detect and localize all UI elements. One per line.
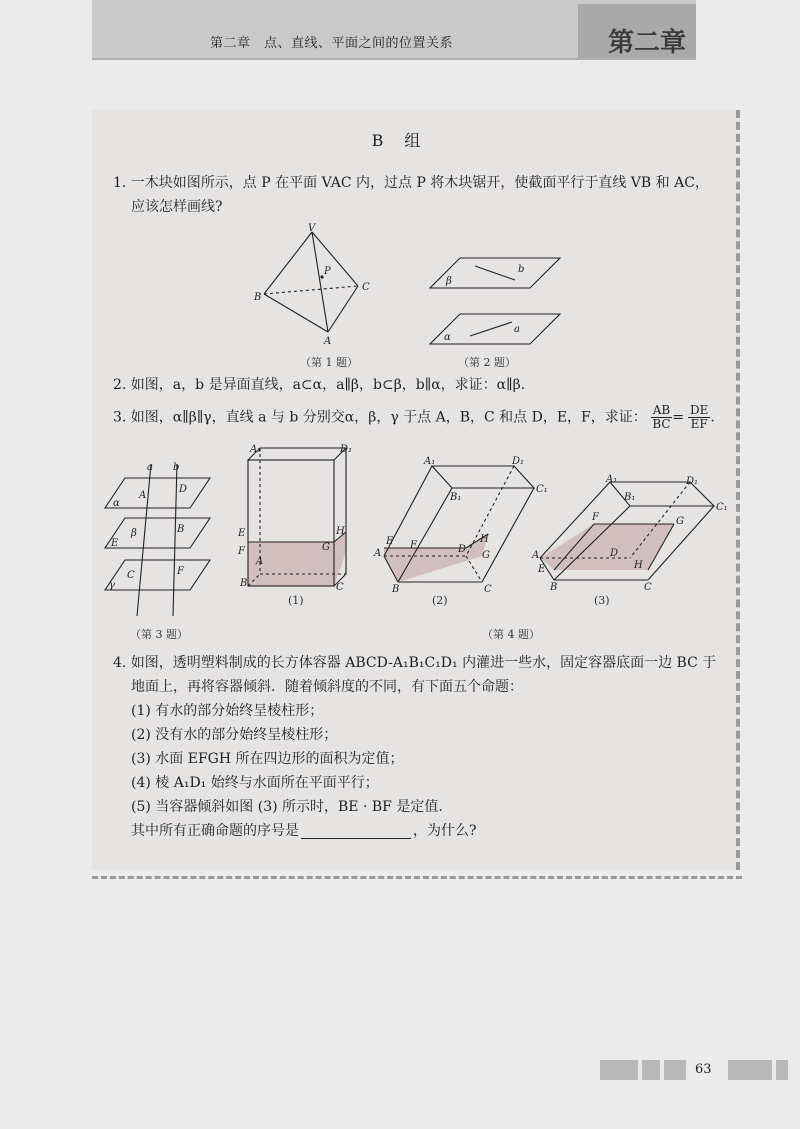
label-p3-2: A <box>139 490 147 501</box>
label-tetra-2: B <box>254 292 262 303</box>
running-title: 第二章 点、直线、平面之间的位置关系 <box>210 36 454 51</box>
problem-4-line-1: 4. 如图，透明塑料制成的长方体容器 ABCD-A₁B₁C₁D₁ 内灌进一些水，固定容器底面一边 BC 于 <box>113 655 717 671</box>
label-b2-4: E <box>386 536 394 547</box>
plane-gamma-3 <box>105 560 210 590</box>
label-p3-1: b <box>173 462 180 473</box>
question-prefix: 其中所有正确命题的序号是 <box>131 823 299 839</box>
edge-vb <box>264 232 312 294</box>
caption-sub-3: (3) <box>594 594 610 607</box>
edge-ba <box>264 294 328 332</box>
caption-fig-1: （第 1 题） <box>300 356 358 369</box>
problem-3-text: 3. 如图，α∥β∥γ，直线 a 与 b 分别交α，β，γ 于点 A，B，C 和点 D，E，F，求证： <box>113 409 647 426</box>
label-b1-5: G <box>322 542 330 553</box>
problem-4-line-2: 地面上，再将容器倾斜．随着倾斜度的不同，有下面五个命题： <box>131 679 523 695</box>
edge-ca <box>328 286 358 332</box>
page-number-bar-left <box>600 1060 686 1080</box>
label-p3-5: β <box>131 528 137 539</box>
caption-fig-3: （第 3 题） <box>130 628 188 641</box>
label-p3-3: D <box>179 484 188 495</box>
equals-sign: = <box>672 409 684 426</box>
label-b1-1: D₁ <box>340 444 353 455</box>
question-suffix: ，为什么? <box>413 823 477 839</box>
label-planes2-1: b <box>518 264 525 275</box>
problem-4-item-5: (5) 当容器倾斜如图 (3) 所示时，BE · BF 是定值. <box>131 799 443 815</box>
box2-top <box>432 466 534 488</box>
section-title: B 组 <box>371 131 429 150</box>
label-b1-2: E <box>238 528 246 539</box>
label-b2-7: D <box>458 544 467 555</box>
label-b3-9: H <box>634 560 643 571</box>
label-b3-3: C₁ <box>716 502 728 513</box>
fraction-right-num: DE <box>689 403 709 417</box>
label-tetra-1: P <box>324 266 331 277</box>
fraction-right-den: EF <box>690 417 708 431</box>
label-tetra-0: V <box>308 223 316 234</box>
label-b3-10: B <box>550 582 558 592</box>
label-b2-1: D₁ <box>512 456 525 467</box>
label-b2-0: A₁ <box>424 456 436 467</box>
line-b <box>475 266 515 280</box>
fraction-de-ef <box>688 404 710 431</box>
label-b2-8: H <box>480 534 489 545</box>
label-p3-4: α <box>113 498 120 509</box>
edge-bc-hidden <box>264 286 358 294</box>
figure-3-parallel-planes <box>95 456 220 621</box>
label-b1-4: F <box>238 546 245 557</box>
plane-beta-3 <box>105 518 210 548</box>
label-p3-0: a <box>147 462 153 473</box>
caption-fig-2: （第 2 题） <box>458 356 516 369</box>
label-b2-3: C₁ <box>536 484 548 495</box>
problem-4-question <box>131 820 477 842</box>
problem-4-item-3: (3) 水面 EFGH 所在四边形的面积为定值； <box>131 751 404 767</box>
label-b3-0: A₁ <box>606 474 618 485</box>
label-b3-2: B₁ <box>624 492 636 503</box>
caption-sub-2: (2) <box>432 594 448 607</box>
page-number: 63 <box>695 1062 712 1077</box>
problem-3-end: . <box>710 409 715 426</box>
box2-hidden-d1d <box>466 466 514 556</box>
label-b1-3: H <box>336 526 345 537</box>
label-b1-8: C <box>336 582 344 590</box>
label-b3-4: F <box>592 512 599 523</box>
label-b3-5: G <box>676 516 684 527</box>
label-b3-1: D₁ <box>686 476 699 487</box>
line-b-3 <box>173 462 180 616</box>
problem-1-line-2: 应该怎样画线? <box>131 199 223 215</box>
fraction-left-num: AB <box>652 403 671 417</box>
label-b2-11: C <box>484 584 492 592</box>
label-planes2-0: β <box>446 276 452 287</box>
chapter-label: 第二章 <box>608 28 687 58</box>
water-2 <box>384 534 488 582</box>
box2-edge-c1c <box>482 488 534 582</box>
box1-top <box>248 448 346 460</box>
label-b2-5: A <box>374 548 382 559</box>
label-tetra-3: C <box>362 282 370 293</box>
label-planes2-3: a <box>514 324 520 335</box>
edge-va <box>312 232 328 332</box>
problem-3 <box>113 404 715 431</box>
label-p3-10: γ <box>109 580 115 591</box>
label-p3-8: C <box>127 570 135 581</box>
answer-blank <box>301 824 411 839</box>
label-b1-7: B <box>240 578 248 589</box>
label-p3-9: F <box>177 566 184 577</box>
figure-2-planes <box>420 252 570 352</box>
label-b1-0: A₁ <box>250 444 262 455</box>
label-b1-6: A <box>256 556 264 567</box>
fraction-ab-bc <box>651 404 672 431</box>
problem-4-item-4: (4) 棱 A₁D₁ 始终与水面所在平面平行； <box>131 775 379 791</box>
figure-4-box-3 <box>530 472 730 592</box>
problem-4-item-1: (1) 有水的部分始终呈棱柱形； <box>131 703 324 719</box>
label-p3-7: E <box>111 538 119 549</box>
caption-sub-1: (1) <box>288 594 304 607</box>
problem-4-item-2: (2) 没有水的部分始终呈棱柱形； <box>131 727 338 743</box>
panel-bottom-rule <box>92 876 742 887</box>
line-a <box>470 322 512 336</box>
problem-2: 2. 如图，a，b 是异面直线，a⊂α，a∥β，b⊂β，b∥α，求证：α∥β. <box>113 377 526 393</box>
label-b2-10: B <box>392 584 400 592</box>
label-tetra-4: A <box>324 336 332 347</box>
label-b2-2: B₁ <box>450 492 462 503</box>
label-b3-11: C <box>644 582 652 592</box>
label-b3-6: A <box>532 550 540 561</box>
figure-4-box-2 <box>372 452 552 592</box>
plane-alpha-3 <box>105 478 210 508</box>
label-p3-6: B <box>177 524 185 535</box>
label-b3-8: D <box>610 548 619 559</box>
figure-1-tetrahedron <box>250 222 380 347</box>
page-number-bar-right <box>728 1060 788 1080</box>
label-b2-9: G <box>482 550 490 561</box>
label-b2-6: F <box>410 540 417 551</box>
problem-1-line-1: 1. 一木块如图所示，点 P 在平面 VAC 内，过点 P 将木块锯开，使截面平行于直线 VB 和 AC， <box>113 175 709 191</box>
label-planes2-2: α <box>444 332 451 343</box>
fraction-left-den: BC <box>652 417 671 431</box>
line-a-3 <box>137 464 151 616</box>
caption-fig-4: （第 4 题） <box>482 628 540 641</box>
figure-4-box-1 <box>236 440 360 590</box>
label-b3-7: E <box>538 564 546 575</box>
